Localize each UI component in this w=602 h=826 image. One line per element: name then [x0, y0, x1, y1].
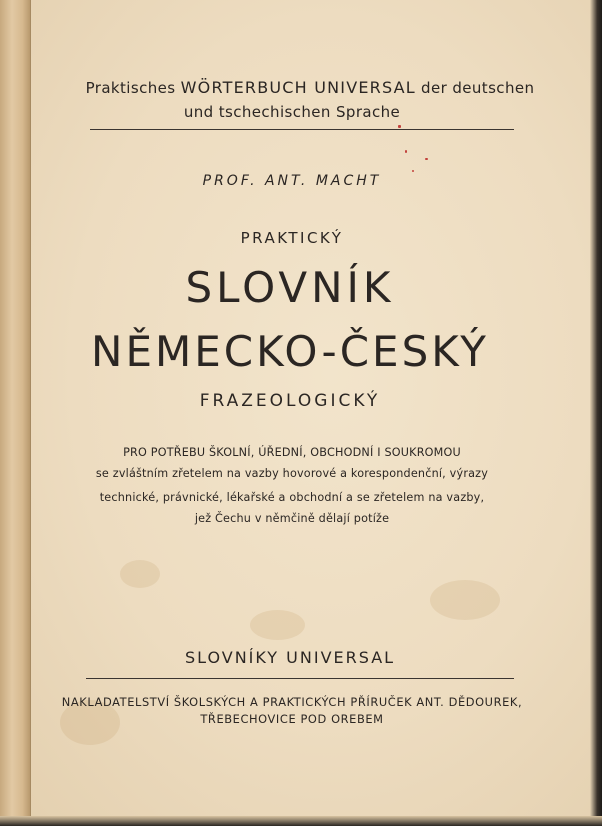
foxing-spot: [250, 610, 305, 640]
page-bottom-edge: [0, 816, 602, 826]
header-rule: [90, 129, 514, 130]
description-line-4: jež Čechu v němčině dělají potíže: [194, 512, 390, 525]
publisher-rule: [86, 678, 514, 679]
red-ink-mark: [412, 170, 414, 172]
header-brand: WÖRTERBUCH UNIVERSAL: [180, 78, 416, 97]
header-text: Praktisches: [85, 79, 181, 97]
header-line-1: [30, 77, 590, 99]
series-name: SLOVNÍKY UNIVERSAL: [184, 648, 396, 667]
main-title-line-2: NĚMECKO-ČESKÝ: [91, 327, 489, 376]
title-overline: PRAKTICKÝ: [240, 229, 344, 247]
foxing-spot: [430, 580, 500, 620]
red-ink-mark: [405, 150, 407, 153]
header-text: der deutschen: [415, 79, 535, 97]
red-ink-mark: [398, 125, 401, 128]
publisher-line-1: NAKLADATELSTVÍ ŠKOLSKÝCH A PRAKTICKÝCH PŘÍRUČEK ANT. DĚDOUREK,: [61, 695, 523, 709]
publisher-line-2: TŘEBECHOVICE POD OREBEM: [200, 712, 384, 726]
subtitle: FRAZEOLOGICKÝ: [199, 391, 381, 411]
description-line-1: PRO POTŘEBU ŠKOLNÍ, ÚŘEDNÍ, OBCHODNÍ I SOUKROMOU: [123, 446, 461, 459]
main-title-line-1: SLOVNÍK: [185, 263, 395, 312]
description-line-3: technické, právnické, lékařské a obchodní a se zřetelem na vazby,: [99, 491, 485, 504]
description-line-2: se zvláštním zřetelem na vazby hovorové a korespondenční, výrazy: [95, 467, 489, 480]
header-line-2: und tschechischen Sprache: [183, 103, 401, 121]
page-right-edge: [590, 0, 602, 826]
foxing-spot: [120, 560, 160, 588]
author-name: PROF. ANT. MACHT: [202, 173, 382, 189]
red-ink-mark: [425, 158, 428, 160]
